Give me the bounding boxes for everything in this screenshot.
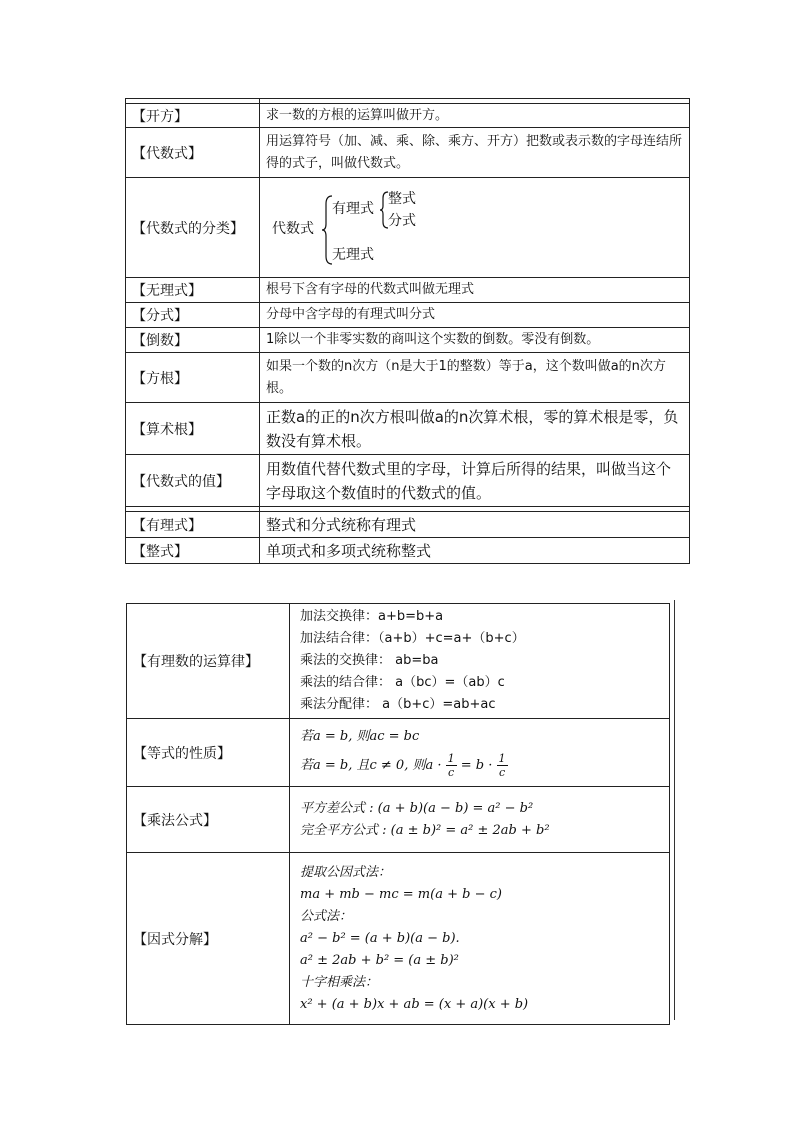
term-cell: 【分式】 [126, 303, 260, 328]
formula-line: ma + mb − mc = m(a + b − c) [300, 886, 502, 902]
class-rational: 有理式 [332, 200, 374, 217]
formulas-table [126, 603, 670, 1025]
term-cell: 【有理数的运算律】 [127, 604, 290, 719]
term-cell: 【等式的性质】 [127, 719, 290, 787]
term-cell: 【因式分解】 [127, 853, 290, 1025]
formula-line: x² + (a + b)x + ab = (x + a)(x + b) [300, 996, 529, 1012]
fraction [446, 752, 457, 779]
definition-cell: 正数a的正的n次方根叫做a的n次算术根，零的算术根是零，负数没有算术根。 [260, 403, 690, 455]
definition-cell: 求一数的方根的运算叫做开方。 [260, 104, 690, 128]
formula-line: 加法结合律：（a+b）+c=a+（b+c） [300, 631, 525, 646]
table-row [126, 328, 690, 353]
formula-part: 若a = b, 且c ≠ 0, 则a · [300, 758, 442, 773]
table-row [126, 178, 690, 278]
fraction [497, 752, 508, 779]
formula-line: 公式法： [300, 908, 353, 924]
formula-line: a² ± 2ab + b² = (a ± b)² [300, 952, 459, 968]
formula-line: 加法交换律：a+b=b+a [300, 609, 444, 624]
table-row [126, 512, 690, 538]
formula-cell [290, 719, 670, 787]
term-cell: 【代数式】 [126, 128, 260, 178]
definition-cell: 根号下含有字母的代数式叫做无理式 [260, 278, 690, 303]
term-cell: 【代数式的值】 [126, 455, 260, 507]
formula-part: = b · [460, 758, 493, 773]
term-cell: 【无理式】 [126, 278, 260, 303]
definition-cell: 1除以一个非零实数的商叫这个实数的倒数。零没有倒数。 [260, 328, 690, 353]
definition-cell: 整式和分式统称有理式 [260, 512, 690, 538]
classification-cell [260, 178, 690, 278]
definition-cell: 分母中含字母的有理式叫分式 [260, 303, 690, 328]
table-row [126, 403, 690, 455]
table-row [126, 455, 690, 507]
fraction-numerator: 1 [498, 752, 506, 765]
term-cell: 【开方】 [126, 104, 260, 128]
formula-line: 平方差公式 : (a + b)(a − b) = a² − b² [300, 800, 534, 816]
table-row [126, 128, 690, 178]
table-row [127, 604, 670, 719]
formula-line: a² − b² = (a + b)(a − b). [300, 930, 460, 946]
table-row [127, 787, 670, 853]
formula-cell [290, 604, 670, 719]
term-cell: 【算术根】 [126, 403, 260, 455]
term-cell: 【整式】 [126, 538, 260, 564]
formula-line: 乘法分配律： a（b+c）=ab+ac [300, 697, 496, 712]
definition-cell: 用数值代替代数式里的字母，计算后所得的结果，叫做当这个字母取这个数值时的代数式的值。 [260, 455, 690, 507]
class-root: 代数式 [272, 220, 314, 237]
fraction-denominator: c [498, 766, 506, 779]
formula-line: 十字相乘法： [300, 974, 379, 990]
table-row [126, 538, 690, 564]
formula-line [300, 752, 659, 779]
table-row [126, 303, 690, 328]
formula-cell [290, 853, 670, 1025]
formula-line: 提取公因式法： [300, 864, 392, 880]
definition-cell: 如果一个数的n次方（n是大于1的整数）等于a，这个数叫做a的n次方根。 [260, 353, 690, 403]
formula-line: 完全平方公式 : (a ± b)² = a² ± 2ab + b² [300, 822, 550, 838]
class-integral: 整式 [388, 190, 416, 207]
term-cell: 【乘法公式】 [127, 787, 290, 853]
formula-line: 乘法的结合律： a（bc）=（ab）c [300, 675, 505, 690]
table-row [126, 104, 690, 128]
classification-diagram [266, 188, 683, 268]
term-cell: 【代数式的分类】 [126, 178, 260, 278]
definitions-table [125, 98, 690, 564]
fraction-numerator: 1 [447, 752, 455, 765]
fraction-denominator: c [448, 766, 455, 779]
table-row [126, 278, 690, 303]
class-fractional: 分式 [388, 212, 416, 229]
term-cell: 【方根】 [126, 353, 260, 403]
table-row [127, 853, 670, 1025]
formula-line: 乘法的交换律： ab=ba [300, 653, 439, 668]
definition-cell: 用运算符号（加、减、乘、除、乘方、开方）把数或表示数的字母连结所得的式子，叫做代数式。 [260, 128, 690, 178]
formula-line: 若a = b, 则ac = bc [300, 729, 420, 744]
table-row [127, 719, 670, 787]
table-row [126, 353, 690, 403]
term-cell: 【有理式】 [126, 512, 260, 538]
formula-cell [290, 787, 670, 853]
divider [674, 600, 675, 1020]
definition-cell: 单项式和多项式统称整式 [260, 538, 690, 564]
class-irrational: 无理式 [332, 246, 374, 263]
term-cell: 【倒数】 [126, 328, 260, 353]
